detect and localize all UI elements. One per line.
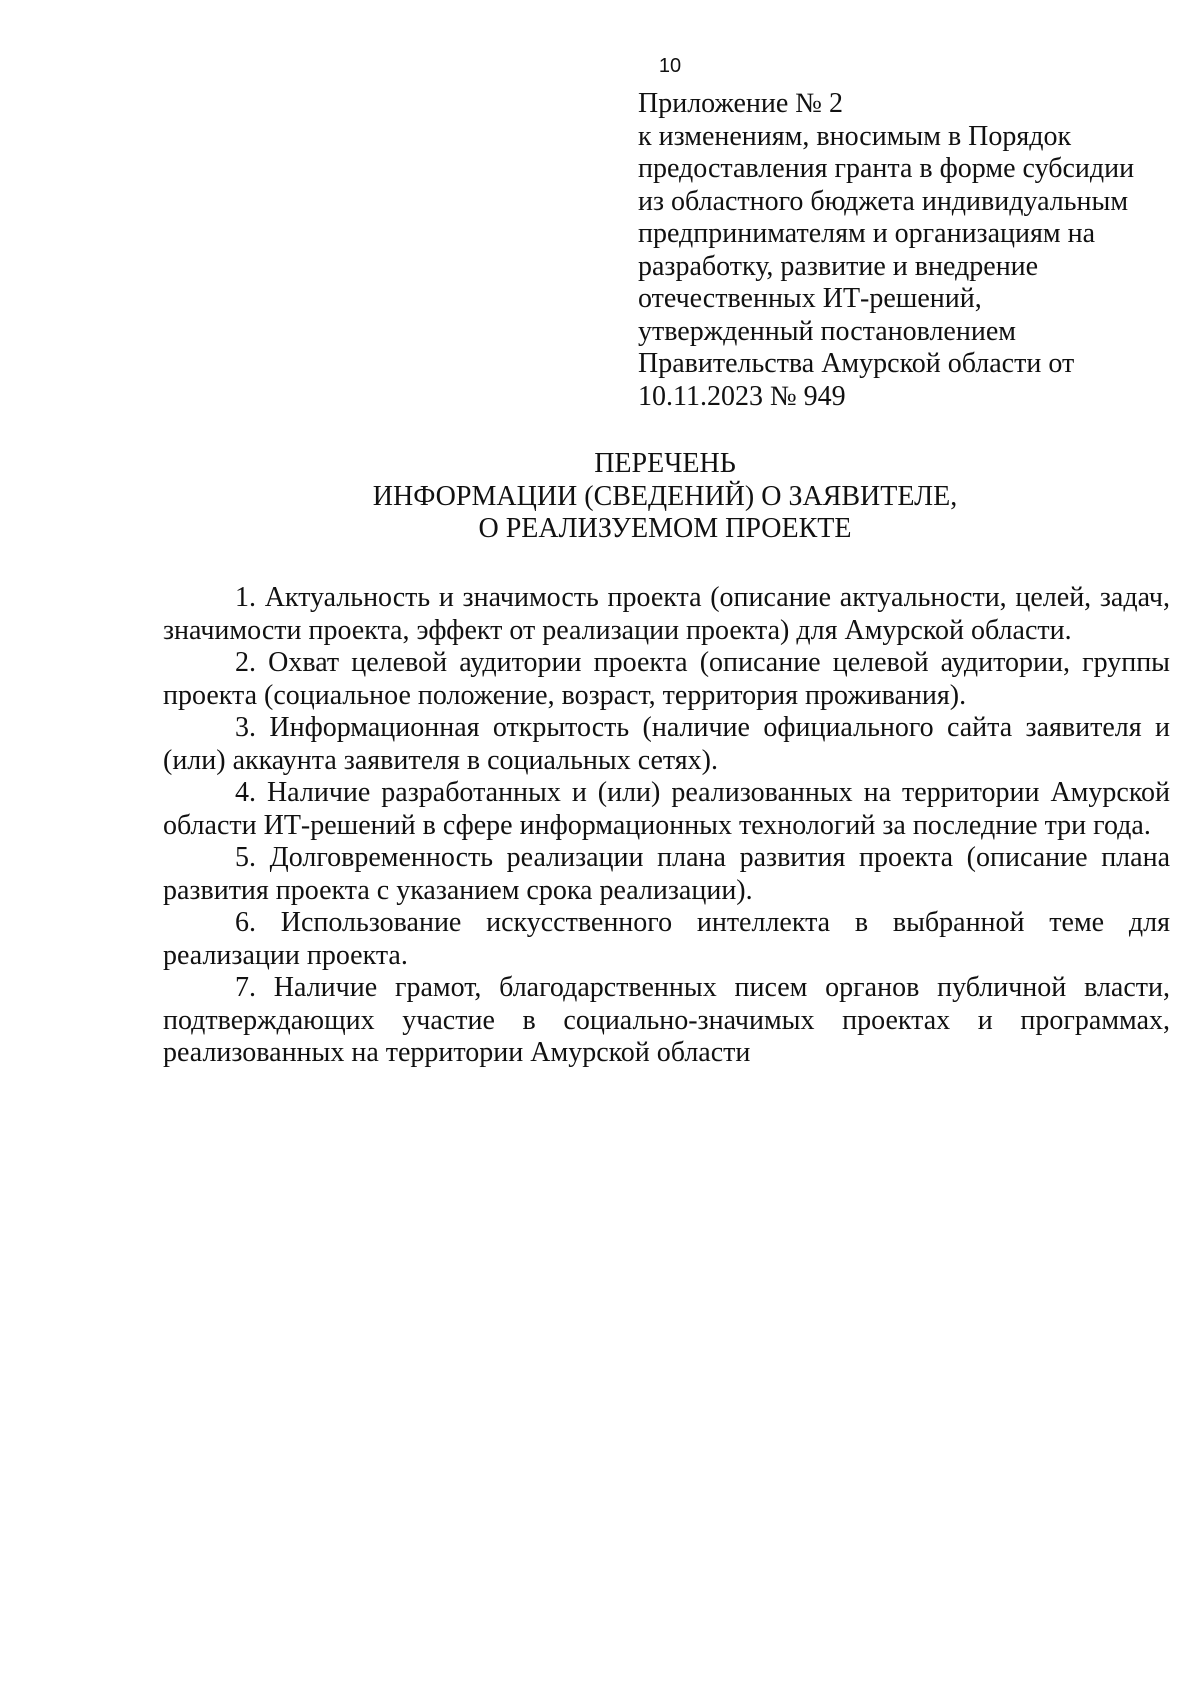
list-item: 4. Наличие разработанных и (или) реализованных на территории Амурской области ИТ-решений в сфере информационных технологий за последние три года. [163, 777, 1170, 841]
appendix-line: разработку, развитие и внедрение [638, 250, 1039, 282]
list-item: 3. Информационная открытость (наличие официального сайта заявителя и (или) аккаунта заявителя в социальных сетях). [163, 712, 1170, 776]
items-list [163, 582, 1170, 1070]
appendix-line: к изменениям, вносимым в Порядок [638, 120, 1072, 152]
appendix-line: отечественных ИТ-решений, [638, 283, 982, 314]
appendix-block [638, 88, 1168, 413]
heading-subtitle: О РЕАЛИЗУЕМОМ ПРОЕКТЕ [478, 513, 852, 544]
appendix-line: утвержденный постановлением [638, 315, 1016, 347]
heading-subtitle: ИНФОРМАЦИИ (СВЕДЕНИЙ) О ЗАЯВИТЕЛЕ, [372, 480, 958, 512]
list-item: 1. Актуальность и значимость проекта (описание актуальности, целей, задач, значимости проекта, эффект от реализации проекта) для Амурской области. [163, 582, 1170, 646]
list-item: 7. Наличие грамот, благодарственных писем органов публичной власти, подтверждающих участие в социально-значимых проектах и программах, реализованных на территории Амурской области [163, 972, 1170, 1068]
appendix-line: из областного бюджета индивидуальным [638, 185, 1129, 217]
appendix-line: предпринимателям и организациям на [638, 218, 1096, 249]
appendix-line: Правительства Амурской области от [638, 348, 1075, 379]
appendix-line: 10.11.2023 № 949 [638, 380, 846, 412]
appendix-line: предоставления гранта в форме субсидии [638, 153, 1135, 184]
page-number: 10 [658, 55, 682, 77]
list-item: 5. Долговременность реализации плана развития проекта (описание плана развития проекта с указанием срока реализации). [163, 842, 1170, 906]
list-item: 6. Использование искусственного интеллекта в выбранной теме для реализации проекта. [163, 907, 1170, 971]
document-heading [160, 448, 1170, 546]
appendix-line: Приложение № 2 [638, 88, 843, 119]
list-item: 2. Охват целевой аудитории проекта (описание целевой аудитории, группы проекта (социальное положение, возраст, территория проживания). [163, 647, 1170, 711]
heading-title: ПЕРЕЧЕНЬ [594, 448, 736, 479]
